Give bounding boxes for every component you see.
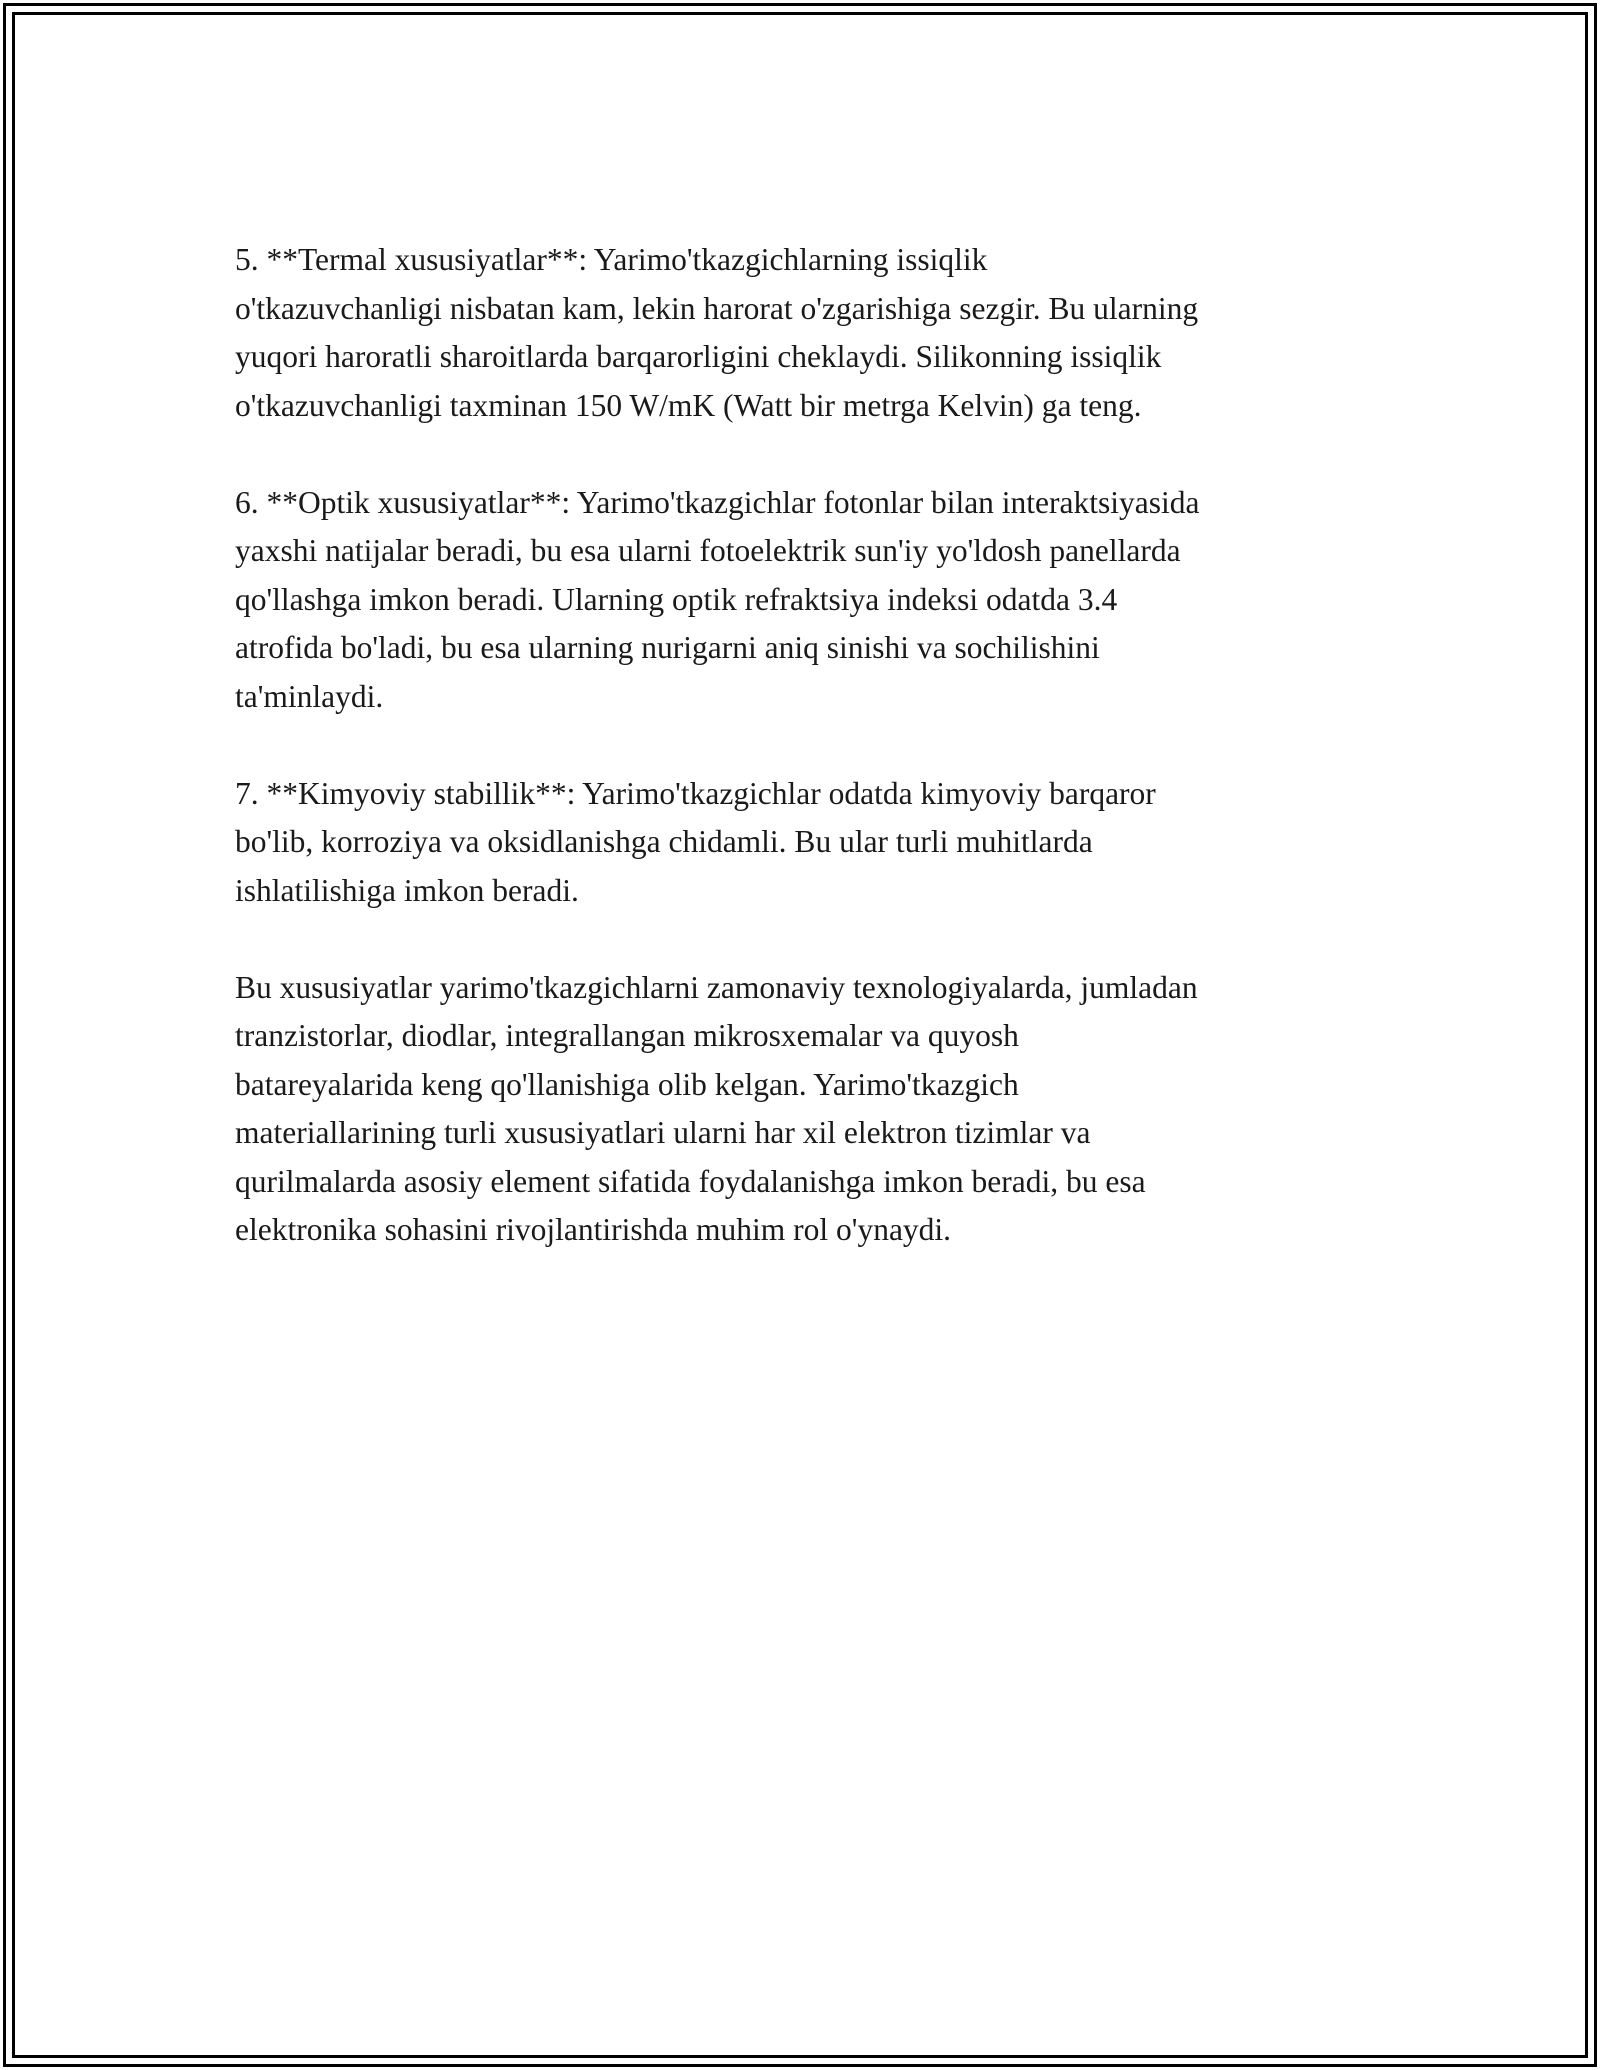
paragraph-optical-properties (235, 479, 1385, 722)
text-line: qo'llashga imkon beradi. Ularning optik refraktsiya indeksi odatda 3.4 (235, 581, 1118, 617)
text-line: yaxshi natijalar beradi, bu esa ularni fotoelektrik sun'iy yo'ldosh panellarda (235, 533, 1181, 568)
text-line: Bu xususiyatlar yarimo'tkazgichlarni zamonaviy texnologiyalarda, jumladan (235, 969, 1198, 1005)
text-line: yuqori haroratli sharoitlarda barqarorligini cheklaydi. Silikonning issiqlik (235, 339, 1162, 374)
text-line: atrofida bo'ladi, bu esa ularning nurigarni aniq sinishi va sochilishini (235, 630, 1100, 665)
text-line: ta'minlaydi. (235, 678, 384, 714)
paragraph-conclusion (235, 964, 1385, 1255)
text-line: 7. **Kimyoviy stabillik**: Yarimo'tkazgichlar odatda kimyoviy barqaror (235, 775, 1156, 811)
document-body (235, 236, 1385, 1303)
paragraph-chemical-stability (235, 770, 1385, 916)
text-line: 5. **Termal xususiyatlar**: Yarimo'tkazgichlarning issiqlik (235, 242, 988, 277)
text-line: o'tkazuvchanligi nisbatan kam, lekin harorat o'zgarishiga sezgir. Bu ularning (235, 290, 1199, 326)
text-line: materiallarining turli xususiyatlari ularni har xil elektron tizimlar va (235, 1115, 1091, 1150)
text-line: tranzistorlar, diodlar, integrallangan mikrosxemalar va quyosh (235, 1018, 1019, 1053)
text-line: elektronika sohasini rivojlantirishda muhim rol o'ynaydi. (235, 1212, 952, 1247)
text-line: batareyalarida keng qo'llanishiga olib kelgan. Yarimo'tkazgich (235, 1066, 1019, 1102)
text-line: o'tkazuvchanligi taxminan 150 W/mK (Watt bir metrga Kelvin) ga teng. (235, 387, 1142, 423)
paragraph-thermal-properties (235, 236, 1385, 430)
text-line: 6. **Optik xususiyatlar**: Yarimo'tkazgichlar fotonlar bilan interaktsiyasida (235, 484, 1200, 520)
text-line: bo'lib, korroziya va oksidlanishga chidamli. Bu ular turli muhitlarda (235, 824, 1093, 859)
text-line: ishlatilishiga imkon beradi. (235, 872, 579, 908)
text-line: qurilmalarda asosiy element sifatida foydalanishga imkon beradi, bu esa (235, 1163, 1146, 1199)
